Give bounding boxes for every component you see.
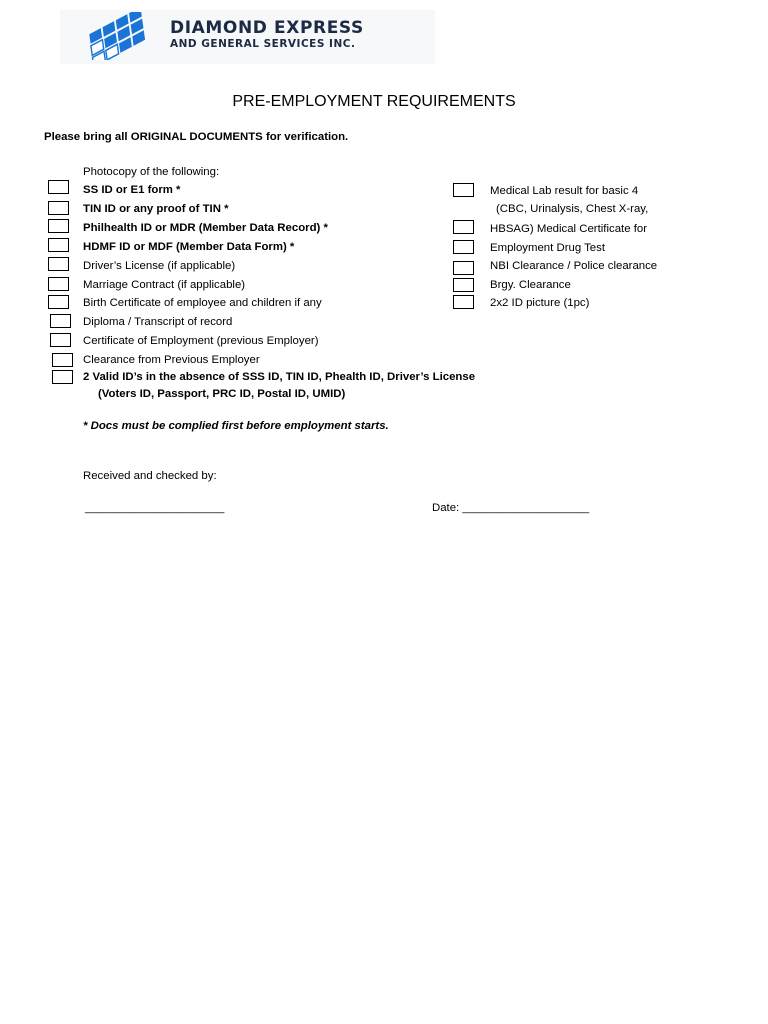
list-item: HDMF ID or MDF (Member Data Form) * [83, 241, 295, 253]
checkbox-marriage-contract[interactable] [48, 277, 69, 291]
list-item: Medical Lab result for basic 4 [490, 185, 639, 197]
list-item: SS ID or E1 form * [83, 184, 181, 196]
list-item: 2x2 ID picture (1pc) [490, 297, 590, 309]
list-item: Philhealth ID or MDR (Member Data Record) * [83, 222, 328, 234]
checkbox-nbi-clearance[interactable] [453, 261, 474, 275]
company-logo [60, 10, 435, 64]
list-item: Brgy. Clearance [490, 279, 571, 291]
signature-line[interactable]: ______________________ [85, 502, 225, 514]
list-item: Certificate of Employment (previous Employer) [83, 335, 319, 347]
checkbox-birth-certificate[interactable] [48, 295, 69, 309]
checkbox-tin-id[interactable] [48, 201, 69, 215]
checkbox-brgy-clearance[interactable] [453, 278, 474, 292]
checkbox-drivers-license[interactable] [48, 257, 69, 271]
checkbox-philhealth[interactable] [48, 219, 69, 233]
list-item: Marriage Contract (if applicable) [83, 279, 246, 291]
requirements-note: * Docs must be complied first before employment starts. [83, 420, 389, 432]
date-field[interactable]: Date: ____________________ [432, 502, 590, 514]
list-item: 2 Valid ID’s in the absence of SSS ID, TIN ID, Phealth ID, Driver’s License [83, 371, 476, 383]
page-title: PRE-EMPLOYMENT REQUIREMENTS [232, 93, 516, 110]
checkbox-certificate-employment[interactable] [50, 333, 71, 347]
list-item-continuation: (CBC, Urinalysis, Chest X-ray, [496, 203, 649, 215]
list-item-continuation: (Voters ID, Passport, PRC ID, Postal ID, UMID) [98, 388, 346, 400]
company-name: DIAMOND EXPRESS [170, 18, 364, 38]
checkbox-medical-lab[interactable] [453, 183, 474, 197]
list-item: HBSAG) Medical Certificate for [490, 223, 647, 235]
list-item: Birth Certificate of employee and children if any [83, 297, 322, 309]
checkbox-previous-clearance[interactable] [52, 353, 73, 367]
list-item: Diploma / Transcript of record [83, 316, 233, 328]
list-item: NBI Clearance / Police clearance [490, 260, 658, 272]
checkbox-ss-id[interactable] [48, 180, 69, 194]
list-item: Driver’s License (if applicable) [83, 260, 236, 272]
list-item: Employment Drug Test [490, 242, 606, 254]
company-subtitle: AND GENERAL SERVICES INC. [170, 38, 356, 50]
list-item: TIN ID or any proof of TIN * [83, 203, 229, 215]
checkbox-valid-ids[interactable] [52, 370, 73, 384]
diamond-grid-icon [76, 12, 166, 60]
received-label: Received and checked by: [83, 470, 217, 482]
list-item: Clearance from Previous Employer [83, 354, 260, 366]
photocopy-heading: Photocopy of the following: [83, 166, 220, 178]
checkbox-id-picture[interactable] [453, 295, 474, 309]
checkbox-drug-test[interactable] [453, 240, 474, 254]
checkbox-hdmf[interactable] [48, 238, 69, 252]
checkbox-medical-certificate[interactable] [453, 220, 474, 234]
checkbox-diploma[interactable] [50, 314, 71, 328]
intro-text: Please bring all ORIGINAL DOCUMENTS for verification. [44, 131, 349, 143]
